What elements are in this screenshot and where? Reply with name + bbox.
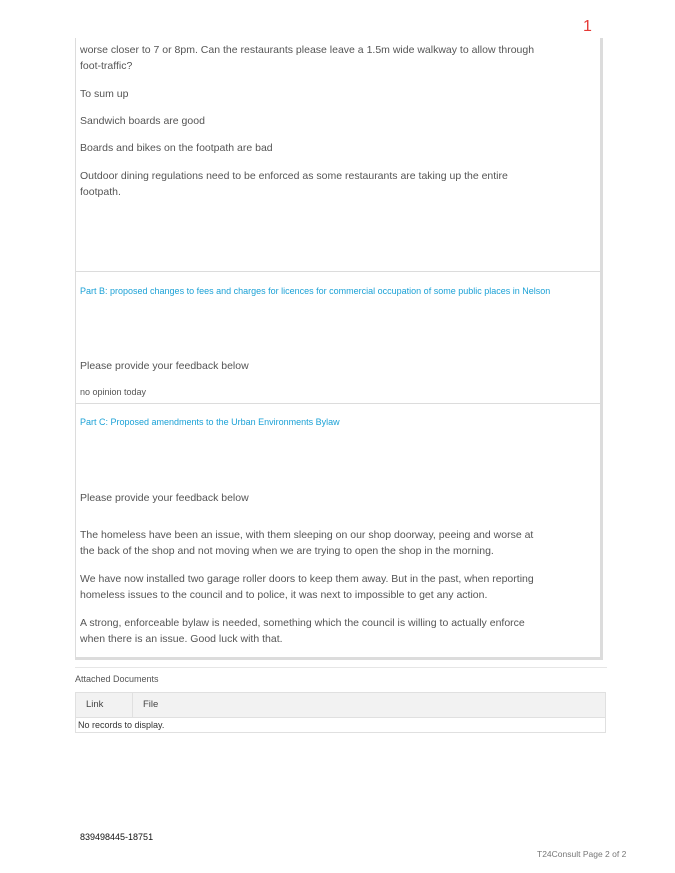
part-a-paragraph: Sandwich boards are good <box>80 115 205 127</box>
column-header-file[interactable]: File <box>143 699 159 710</box>
part-a-paragraph: worse closer to 7 or 8pm. Can the restaurants please leave a 1.5m wide walkway to allow through foot-traffic? <box>80 44 535 72</box>
part-c-paragraph: We have now installed two garage roller doors to keep them away. But in the past, when reporting homeless issues to the council and to police, it was next to impossible to get any action. <box>80 573 534 601</box>
submission-id: 839498445-18751 <box>80 832 154 842</box>
page-marker: 1 <box>583 18 592 35</box>
submission-panel <box>75 38 603 660</box>
part-b-response: no opinion today <box>80 387 147 397</box>
table-header <box>76 693 605 718</box>
empty-records-message: No records to display. <box>78 720 165 730</box>
part-a-paragraph: Outdoor dining regulations need to be enforced as some restaurants are taking up the entire footpath. <box>80 170 508 198</box>
attached-divider <box>75 667 607 668</box>
part-c-paragraph: A strong, enforceable bylaw is needed, something which the council is willing to actually enforce when there is an issue. Good luck with that. <box>80 617 525 645</box>
part-c-prompt: Please provide your feedback below <box>80 492 249 504</box>
section-divider <box>76 403 602 404</box>
section-divider <box>76 271 602 272</box>
part-a-paragraph: Boards and bikes on the footpath are bad <box>80 142 273 154</box>
attached-documents-table <box>75 692 606 733</box>
part-c-title: Part C: Proposed amendments to the Urban Environments Bylaw <box>80 417 340 427</box>
attached-documents-label: Attached Documents <box>75 674 159 684</box>
part-b-prompt: Please provide your feedback below <box>80 360 249 372</box>
part-c-paragraph: The homeless have been an issue, with them sleeping on our shop doorway, peeing and worse at the back of the shop and not moving when we are trying to open the shop in the morning. <box>80 529 534 557</box>
column-header-link[interactable]: Link <box>76 693 133 717</box>
page-info: T24Consult Page 2 of 2 <box>537 849 627 859</box>
part-b-title: Part B: proposed changes to fees and charges for licences for commercial occupation of some public places in Nelson <box>80 286 551 296</box>
part-a-paragraph: To sum up <box>80 88 129 100</box>
